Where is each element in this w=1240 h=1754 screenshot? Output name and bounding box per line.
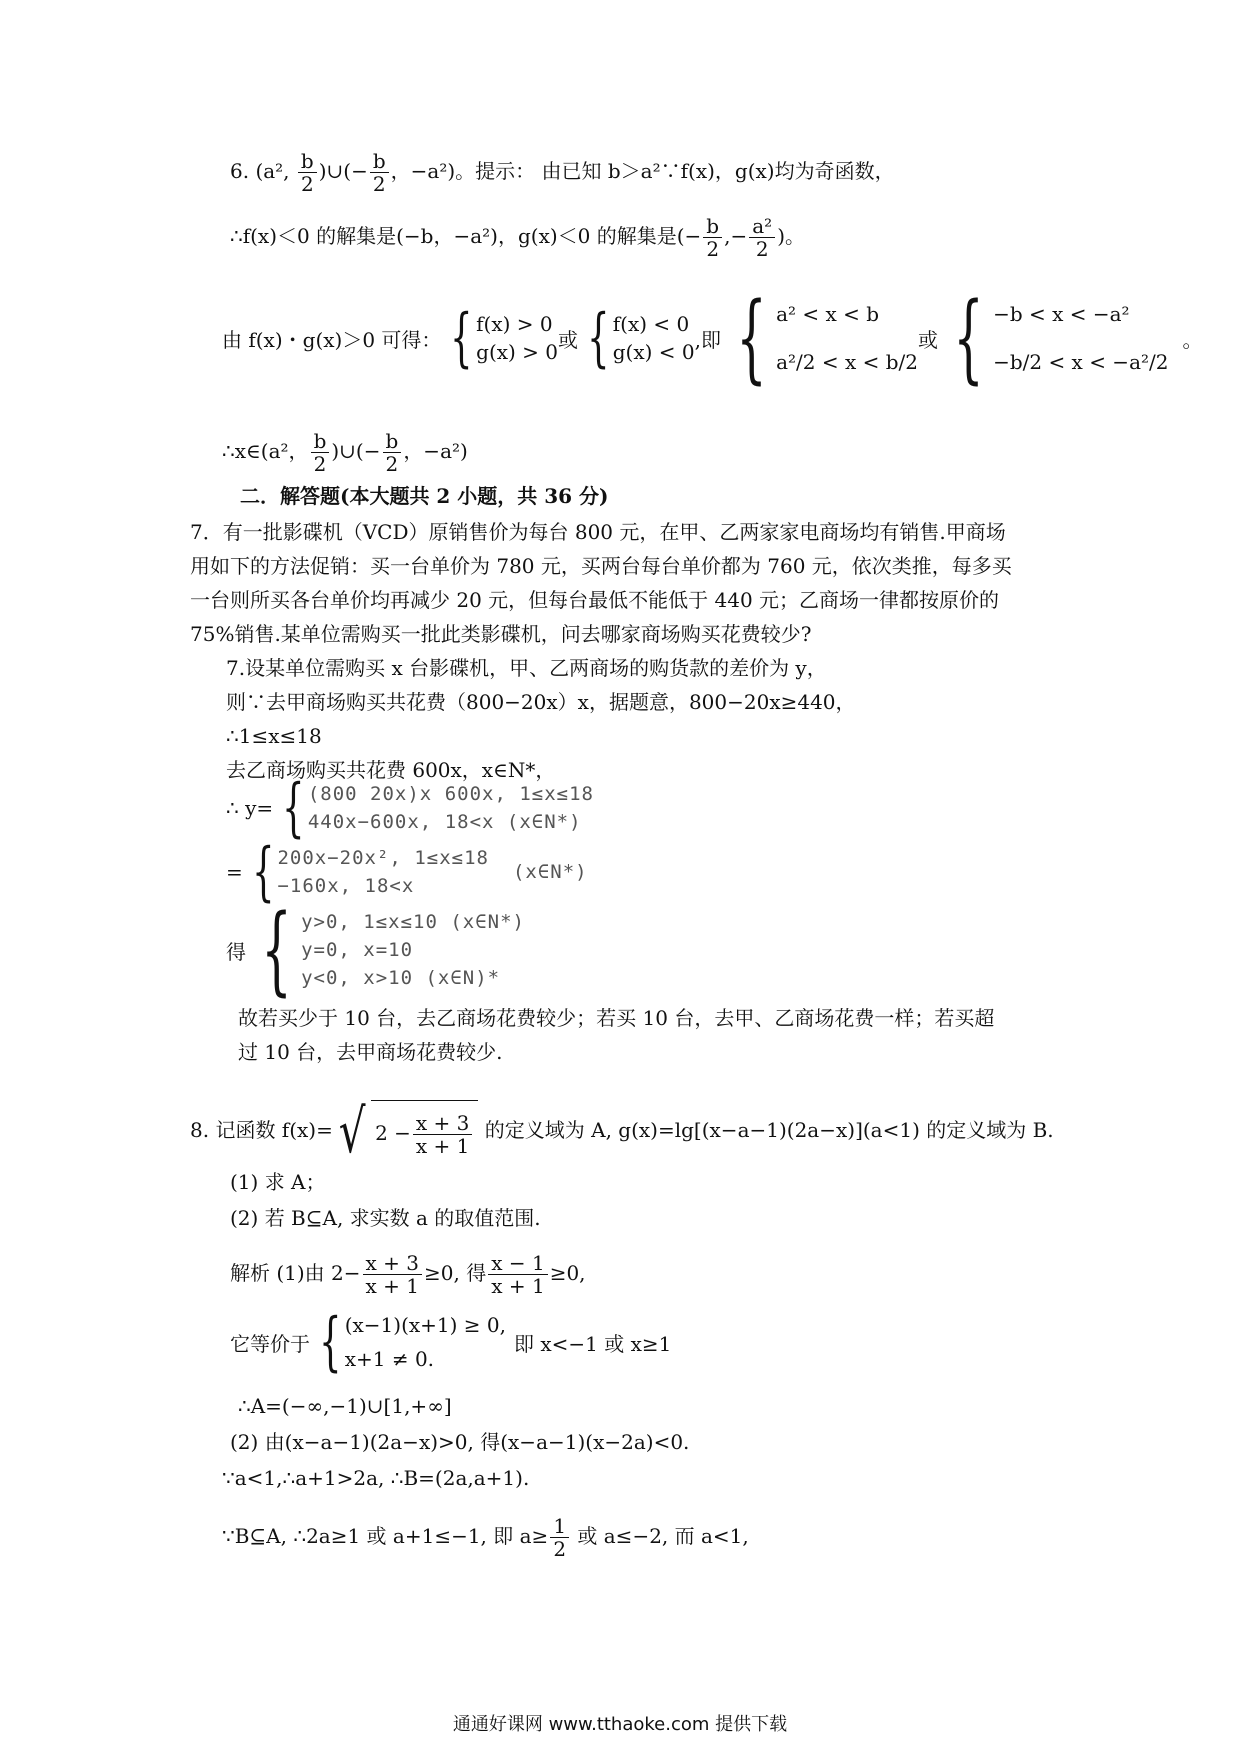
- text: 即 x<−1 或 x≥1: [514, 1331, 672, 1356]
- left-brace: {: [736, 282, 767, 394]
- fraction: $\frac{b}{2}$: [370, 150, 389, 195]
- text: )。: [777, 224, 805, 248]
- text: 或: [917, 327, 938, 352]
- q7-line2: 用如下的方法促销：买一台单价为 780 元，买两台每台单价都为 760 元，依次类推，每多买: [190, 554, 1012, 578]
- text: 。: [1182, 327, 1203, 352]
- item6-systems: [222, 282, 1203, 394]
- text: 8. 记函数 f(x)=: [190, 1118, 333, 1142]
- q8-part2: (2) 若 B⊆A, 求实数 a 的取值范围.: [230, 1206, 541, 1230]
- q8-equivalence: [230, 1305, 672, 1379]
- q7-solution-3: ∴1≤x≤18: [226, 724, 322, 748]
- q7-solution-4: 去乙商场购买共花费 600x，x∈N*，: [226, 758, 556, 782]
- text: 得: [226, 939, 246, 964]
- system-b: f(x) < 0 g(x) < 0: [612, 312, 695, 364]
- q7-line4: 75%销售.某单位需购买一批此类影碟机，问去哪家商场购买花费较少?: [190, 622, 812, 646]
- fraction: $\frac{b}{2}$: [311, 430, 330, 475]
- text: )∪(−: [318, 159, 368, 183]
- square-root: √ 2 − $\frac{x + 3}{x + 1}$: [333, 1100, 479, 1163]
- q8-part2-step3: [222, 1508, 749, 1564]
- q8-solution-1: [230, 1245, 586, 1301]
- left-brace: {: [319, 1305, 342, 1379]
- section-heading: 二．解答题(本大题共 2 小题，共 36 分): [240, 484, 609, 508]
- text: 或 a≤−2, 而 a<1,: [571, 1524, 749, 1548]
- left-brace: {: [251, 835, 275, 909]
- text: 的定义域为 A, g(x)=lg[(x−a−1)(2a−x)](a<1) 的定义域为 B.: [478, 1118, 1054, 1142]
- fraction: $\frac{\text{a²}}{2}$: [749, 215, 775, 260]
- system-c: a² < x < b a²/2 < x < b/2: [776, 302, 918, 374]
- q8-statement: [190, 1096, 1054, 1167]
- fraction: $\frac{b}{2}$: [298, 150, 317, 195]
- q8-part1: (1) 求 A；: [230, 1170, 326, 1194]
- text: ,−: [724, 224, 748, 248]
- text: ,即: [694, 327, 721, 352]
- text: ，−a²): [403, 439, 468, 463]
- fraction: $\frac{b}{2}$: [383, 430, 402, 475]
- text: 解析 (1)由 2−: [230, 1261, 361, 1285]
- q7-line1: 7．有一批影碟机（VCD）原销售价为每台 800 元，在甲、乙两家家电商场均有销售.甲商场: [190, 520, 1006, 544]
- text: ≥0, 得: [424, 1261, 487, 1285]
- q7-solution-1: 7.设某单位需购买 x 台影碟机，甲、乙两商场的购货款的差价为 y，: [226, 656, 827, 680]
- text: ∴f(x)＜0 的解集是(−b，−a²)，g(x)＜0 的解集是(−: [230, 224, 702, 248]
- fraction: $\frac{x - 1}{x + 1}$: [488, 1252, 547, 1297]
- fraction: $\frac{b}{2}$: [703, 215, 722, 260]
- system-d: −b < x < −a² −b/2 < x < −a²/2: [993, 302, 1169, 374]
- fraction: $\frac{1}{2}$: [550, 1515, 569, 1560]
- q7-conclusion-1: 故若买少于 10 台，去乙商场花费较少；若买 10 台，去甲、乙商场花费一样；若买超: [238, 1006, 995, 1030]
- text: )∪(−: [331, 439, 381, 463]
- text: ∴ y=: [226, 796, 274, 820]
- left-brace: {: [450, 301, 473, 375]
- left-brace: {: [587, 301, 610, 375]
- text: ，−a²)。提示： 由已知 b＞a²∵f(x)，g(x)均为奇函数，: [390, 159, 895, 183]
- text: (x∈N*): [512, 861, 588, 883]
- q7-result-system: [226, 894, 525, 1006]
- q7-y-system: [226, 771, 594, 845]
- y-cases: (800 20x)x 600x, 1≤x≤18 440x−600x, 18<x (x∈N*): [307, 783, 594, 833]
- page-footer: 通通好课网 www.tthaoke.com 提供下载: [452, 1714, 788, 1735]
- eq-cases: 200x−20x², 1≤x≤18 −160x, 18<x: [277, 847, 489, 897]
- q8-part2-step1: (2) 由(x−a−1)(2a−x)>0, 得(x−a−1)(x−2a)<0.: [230, 1430, 690, 1454]
- item6-conclusion: [222, 430, 468, 475]
- text: 它等价于: [230, 1331, 310, 1356]
- q8-set-a: ∴A=(−∞,−1)∪[1,+∞]: [238, 1394, 452, 1418]
- text: ≥0,: [549, 1261, 586, 1285]
- item6-line1: [230, 150, 895, 195]
- fraction: $\frac{x + 3}{x + 1}$: [413, 1112, 472, 1157]
- q7-line3: 一台则所买各台单价均再减少 20 元，但每台最低不能低于 440 元；乙商场一律都按原价的: [190, 588, 1000, 612]
- text: ∵B⊆A, ∴2a≥1 或 a+1≤−1, 即 a≥: [222, 1524, 549, 1548]
- system-a: f(x) > 0 g(x) > 0: [476, 312, 559, 364]
- equivalence-cases: (x−1)(x+1) ≥ 0, x+1 ≠ 0.: [344, 1313, 507, 1371]
- q8-part2-step2: ∵a<1,∴a+1>2a, ∴B=(2a,a+1).: [222, 1466, 530, 1490]
- text: =: [226, 860, 243, 884]
- text: 或: [558, 327, 579, 352]
- left-brace: {: [953, 282, 984, 394]
- text: 由 f(x)・g(x)＞0 可得：: [222, 327, 442, 352]
- text: ∴x∈(a²，: [222, 439, 309, 463]
- q7-solution-2: 则∵去甲商场购买共花费（800−20x）x，据题意，800−20x≥440，: [226, 690, 856, 714]
- item6-line2: [230, 215, 805, 260]
- text: 6. (a²,: [230, 159, 296, 183]
- left-brace: {: [282, 771, 305, 845]
- left-brace: {: [261, 894, 292, 1006]
- q7-conclusion-2: 过 10 台，去甲商场花费较少.: [238, 1040, 503, 1064]
- fraction: $\frac{x + 3}{x + 1}$: [363, 1252, 422, 1297]
- result-cases: y>0, 1≤x≤10 (x∈N*) y=0, x=10 y<0, x>10 (x∈N)*: [301, 911, 525, 989]
